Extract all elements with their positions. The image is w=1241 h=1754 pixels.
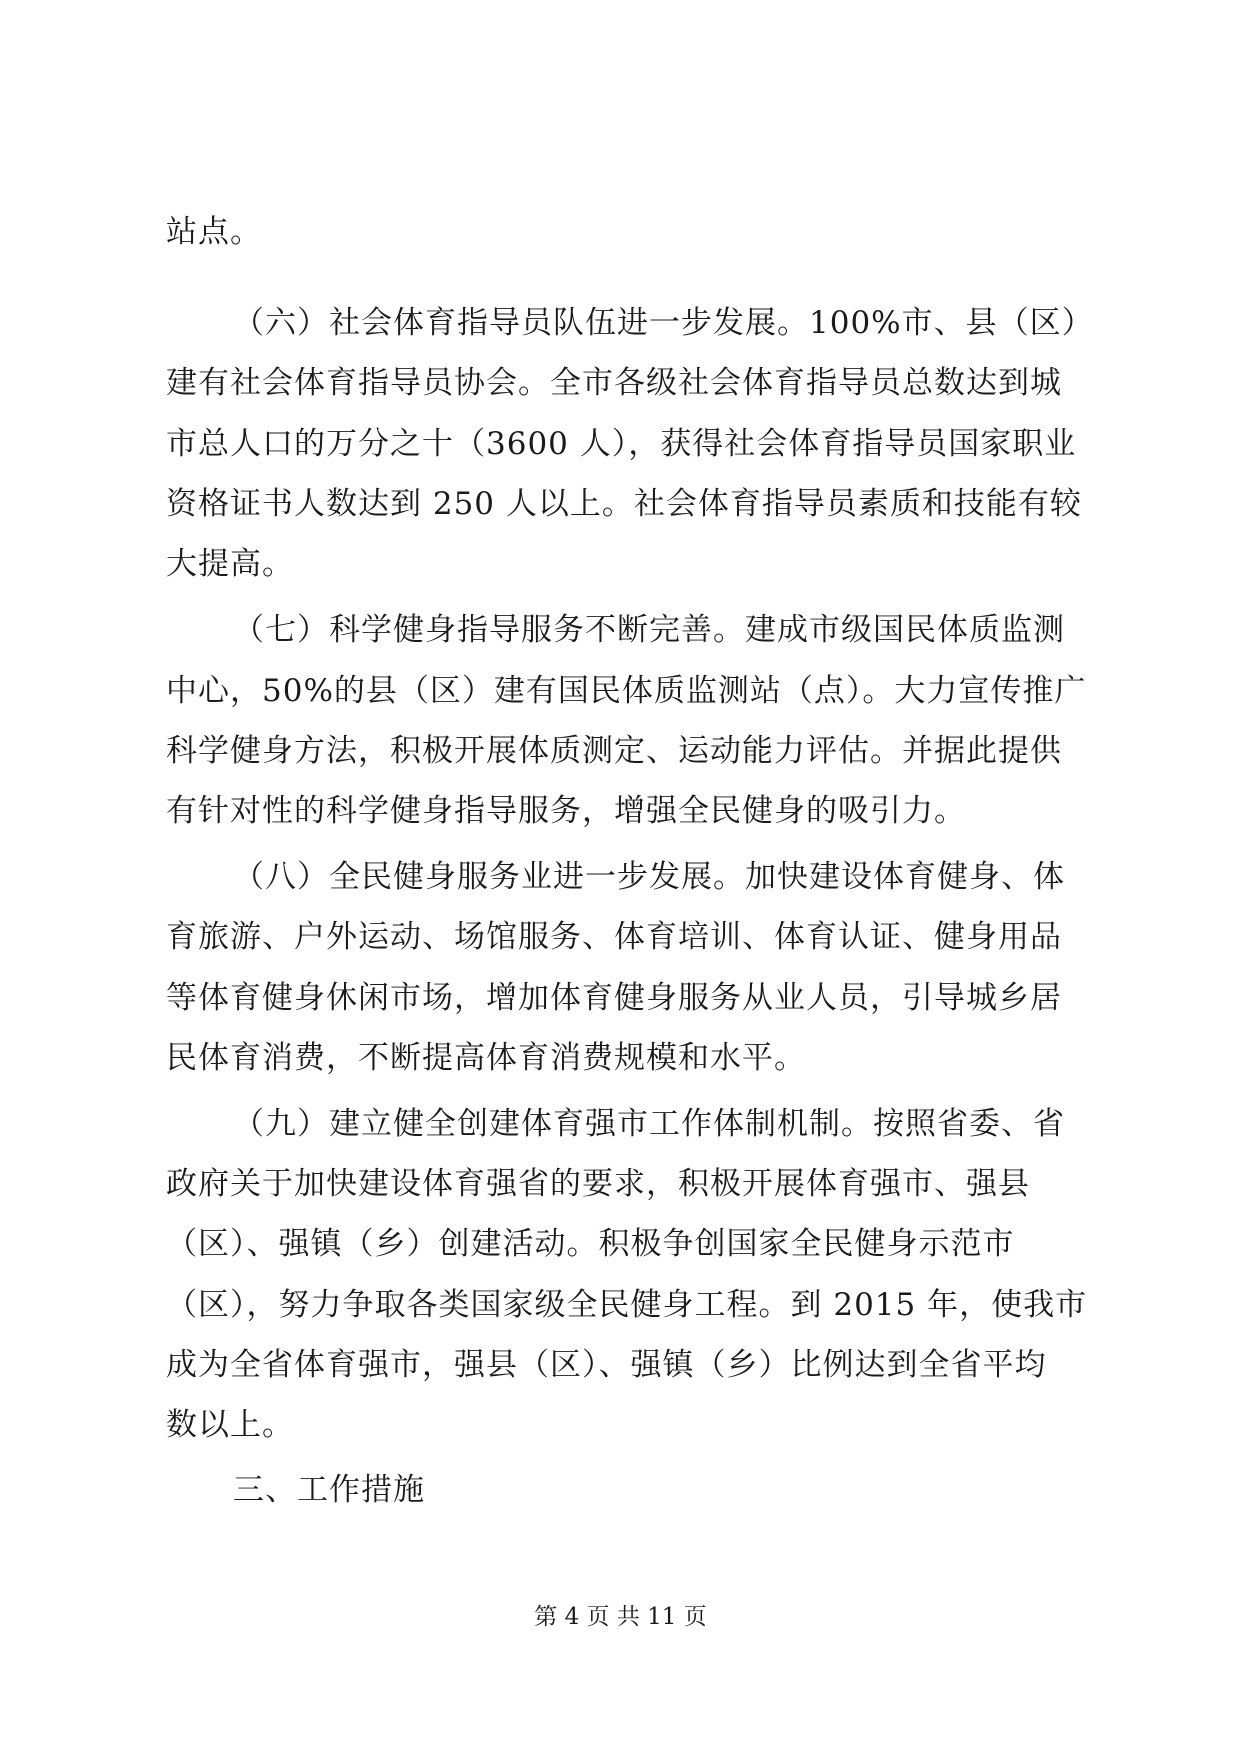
text-line: 科学健身方法，积极开展体质测定、运动能力评估。并据此提供 [166,733,1062,769]
text-line: 民体育消费，不断提高体育消费规模和水平。 [166,1040,806,1076]
text-line: 大提高。 [166,546,294,582]
text-line: 中心，50%的县（区）建有国民体质监测站（点）。大力宣传推广 [166,673,1087,709]
text-line: 数以上。 [166,1407,294,1443]
text-line: （九）建立健全创建体育强市工作体制机制。按照省委、省 [233,1106,1065,1142]
section-heading: 三、工作措施 [233,1472,425,1508]
text-line: （七）科学健身指导服务不断完善。建成市级国民体质监测 [233,612,1065,648]
text-line: 市总人口的万分之十（3600 人），获得社会体育指导员国家职业 [166,426,1077,462]
text-line: 有针对性的科学健身指导服务，增强全民健身的吸引力。 [166,793,966,829]
text-line: 建有社会体育指导员协会。全市各级社会体育指导员总数达到城 [166,365,1062,401]
text-line: 站点。 [166,214,262,250]
text-line: （区），努力争取各类国家级全民健身工程。到 2015 年，使我市 [166,1287,1088,1323]
text-line: 政府关于加快建设体育强省的要求，积极开展体育强市、强县 [166,1166,1030,1202]
text-line: 成为全省体育强市，强县（区）、强镇（乡）比例达到全省平均 [166,1347,1047,1383]
text-line: （八）全民健身服务业进一步发展。加快建设体育健身、体 [233,859,1065,895]
text-line: 育旅游、户外运动、场馆服务、体育培训、体育认证、健身用品 [166,919,1062,955]
text-line: （六）社会体育指导员队伍进一步发展。100%市、县（区） [233,305,1094,341]
text-line: 等体育健身休闲市场，增加体育健身服务从业人员，引导城乡居 [166,980,1062,1016]
text-line: （区）、强镇（乡）创建活动。积极争创国家全民健身示范市 [166,1226,1015,1262]
text-line: 资格证书人数达到 250 人以上。社会体育指导员素质和技能有较 [166,486,1082,522]
page-number: 第 4 页 共 11 页 [534,1604,707,1630]
